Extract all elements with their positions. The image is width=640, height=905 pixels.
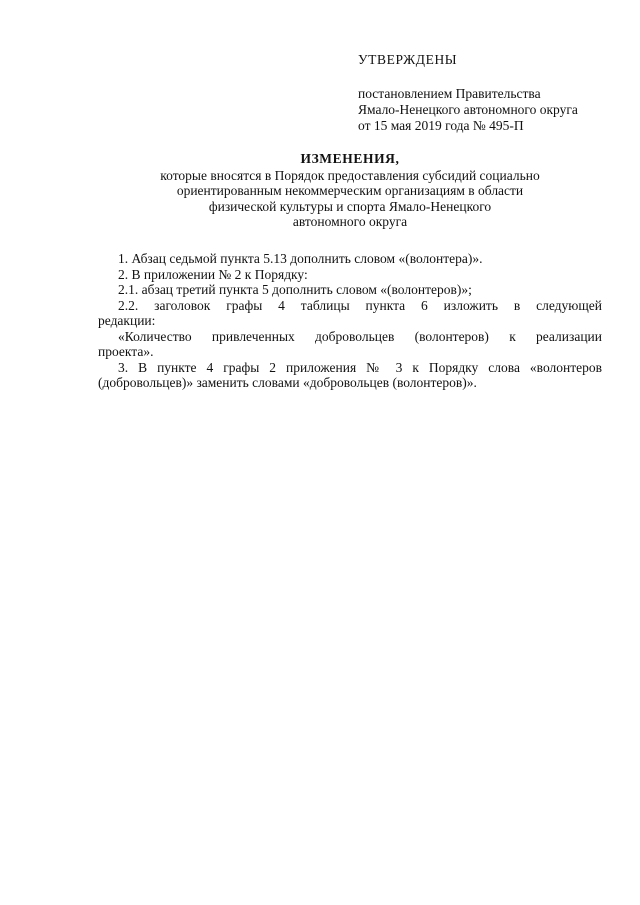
approved-label: УТВЕРЖДЕНЫ — [358, 52, 458, 67]
approval-stamp — [358, 52, 618, 134]
title-line-2: ориентированным некоммерческим организациям в области — [176, 183, 524, 198]
paragraph-2: 2. В приложении № 2 к Порядку: — [118, 266, 308, 282]
paragraph-2-1: 2.1. абзац третий пункта 5 дополнить словом «(волонтеров)»; — [118, 282, 472, 297]
paragraph-3-line-1: 3. В пункте 4 графы 2 приложения № 3 к Порядку слова «волонтеров — [118, 359, 602, 375]
title-line-4: автономного округа — [292, 214, 408, 229]
quote-line-2: проекта». — [98, 344, 154, 359]
paragraph-2-2-line-2: редакции: — [98, 313, 156, 328]
document-body — [98, 251, 602, 391]
quote-line-1: «Количество привлеченных добровольцев (волонтеров) к реализации — [118, 328, 602, 344]
paragraph-1: 1. Абзац седьмой пункта 5.13 дополнить словом «(волонтера)». — [118, 251, 483, 266]
document-title — [100, 151, 600, 230]
title-line-1: которые вносятся в Порядок предоставления субсидий социально — [160, 167, 540, 183]
paragraph-3-line-2: (добровольцев)» заменить словами «добровольцев (волонтеров)». — [98, 375, 477, 390]
approval-line-resolution: постановлением Правительства — [358, 86, 541, 101]
paragraph-2-2-line-1: 2.2. заголовок графы 4 таблицы пункта 6 изложить в следующей — [118, 297, 602, 313]
approval-line-date: от 15 мая 2019 года № 495-П — [358, 118, 524, 133]
title-line-3: физической культуры и спорта Ямало-Ненецкого — [208, 198, 492, 214]
approval-line-region: Ямало-Ненецкого автономного округа — [358, 102, 578, 117]
title-heading: ИЗМЕНЕНИЯ, — [300, 151, 400, 166]
